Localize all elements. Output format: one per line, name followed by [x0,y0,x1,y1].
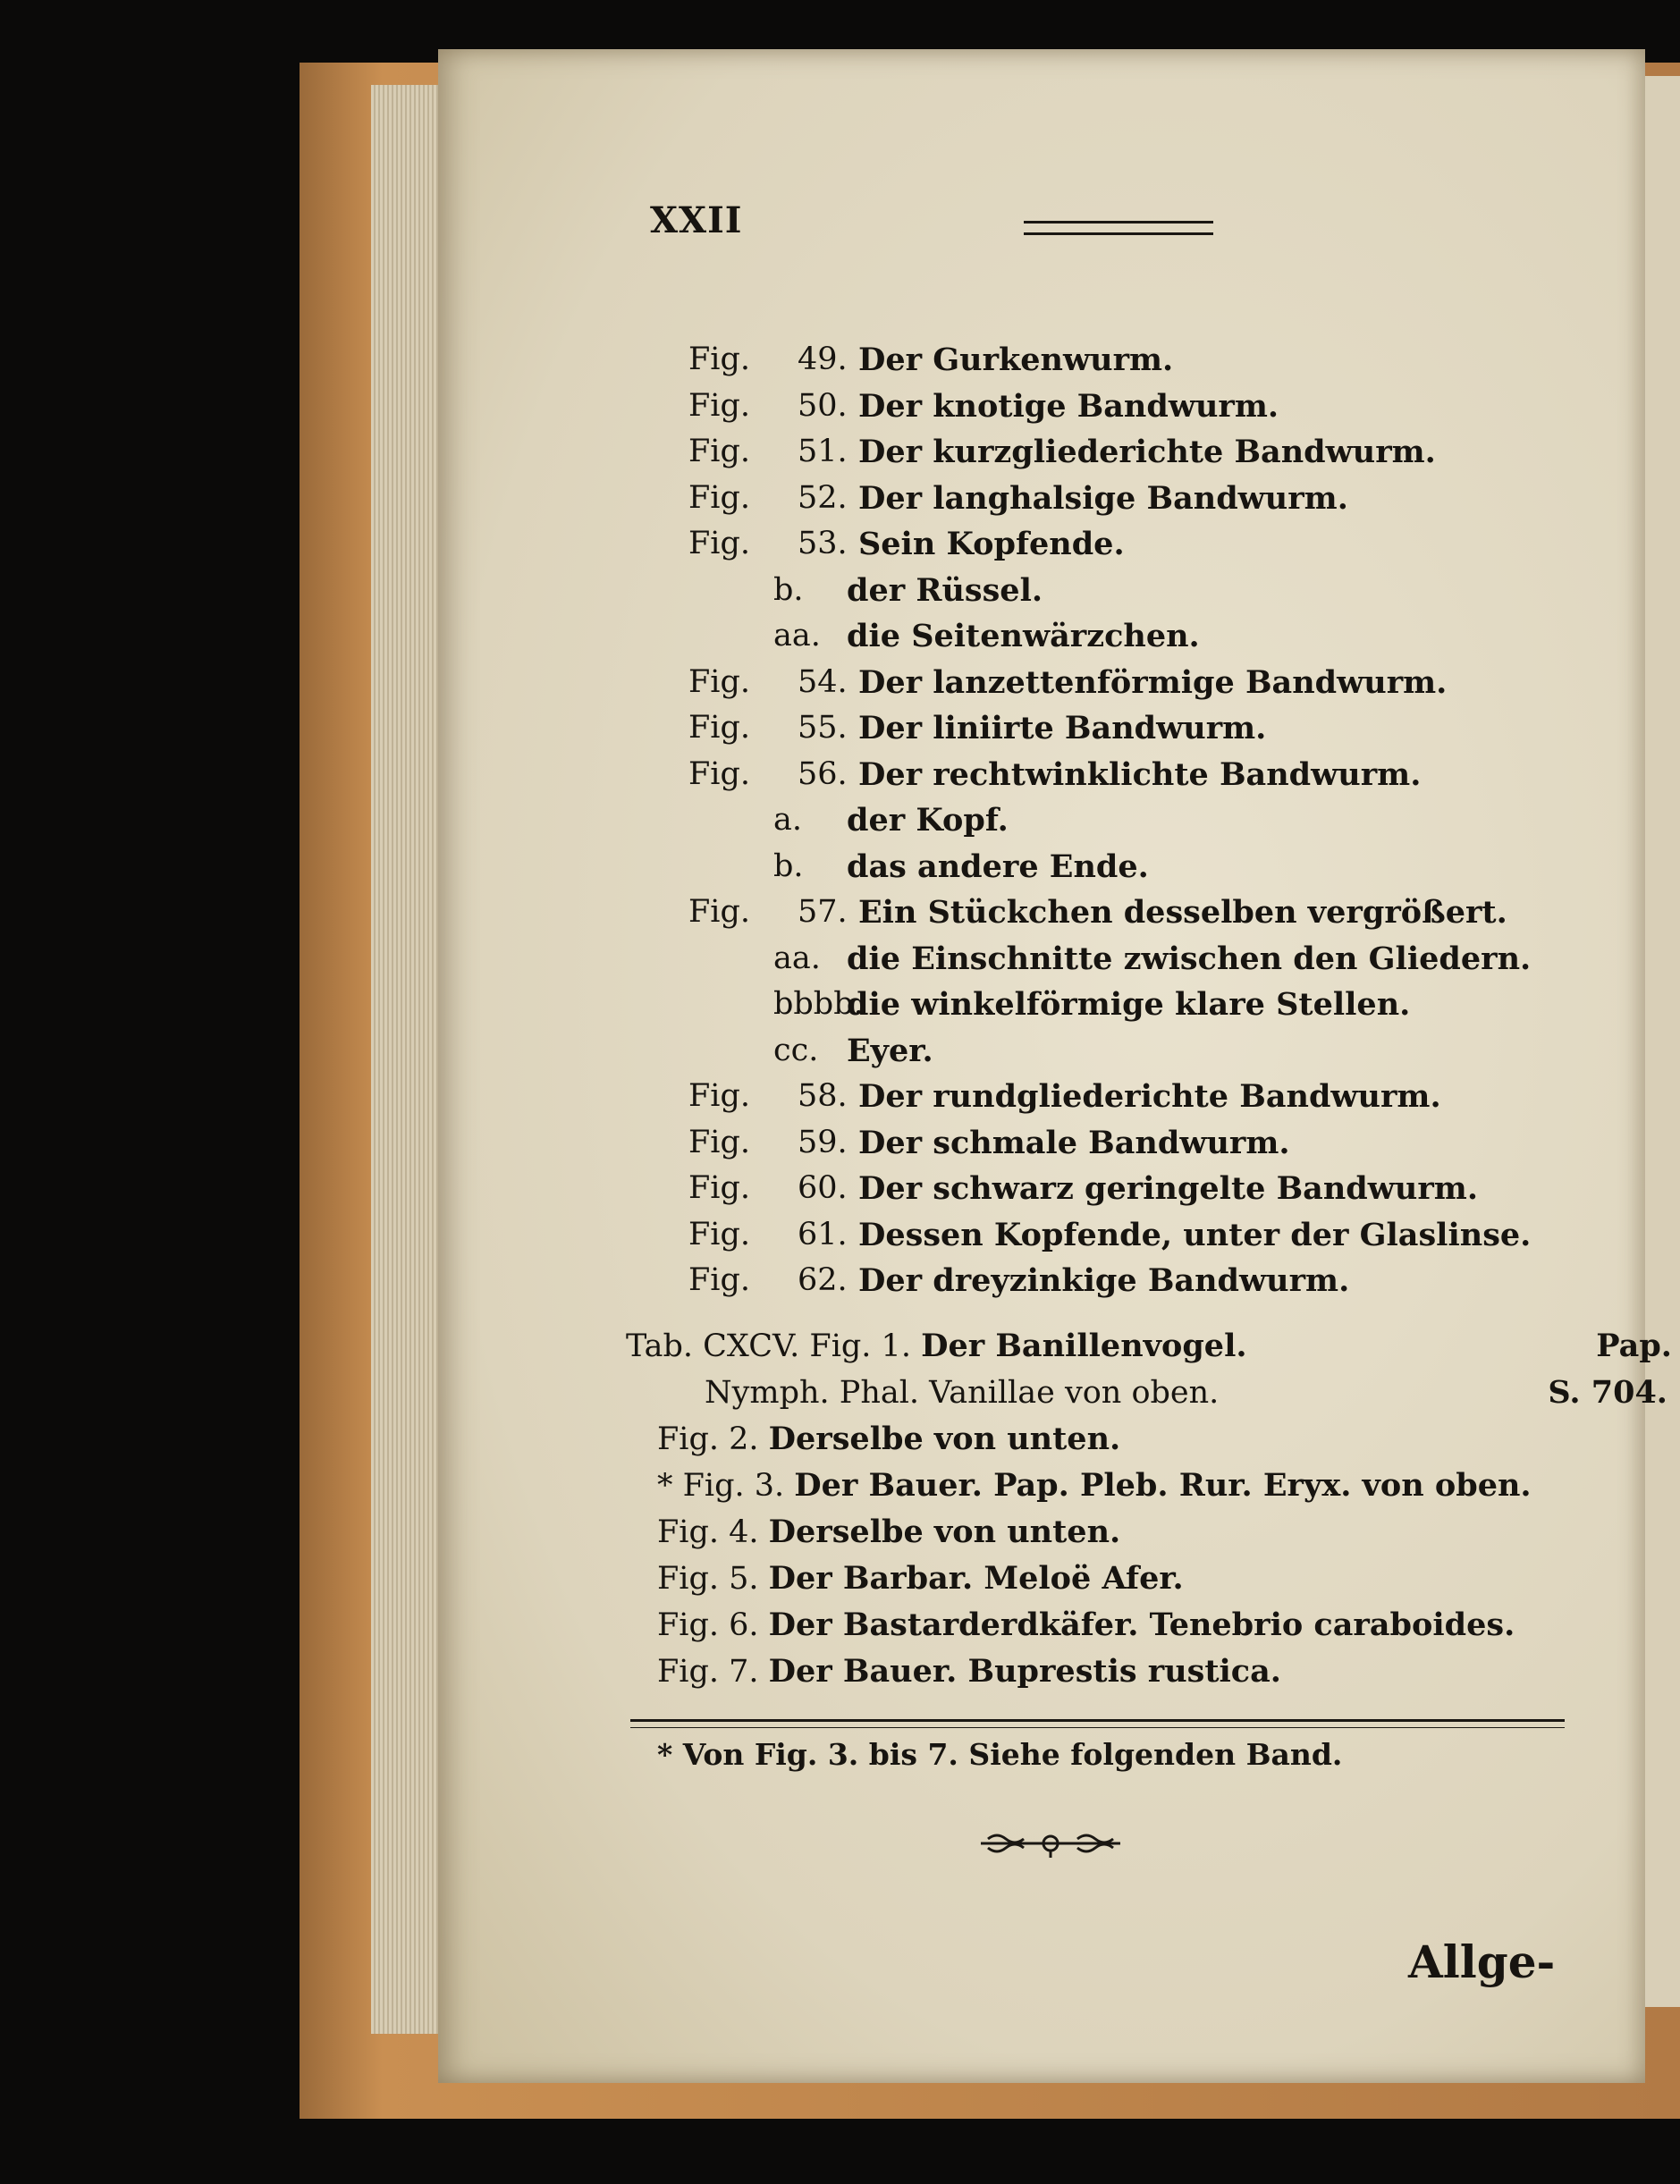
figure-number: 51. [798,434,848,469]
figure-label: Fig. [688,434,751,469]
figure-part-label: a. [773,802,802,838]
figure-part-caption: der Rüssel. [847,571,1043,609]
figure-part-label: b. [773,847,804,884]
figure-caption: Der schwarz geringelte Bandwurm. [858,1170,1479,1207]
figure-label: Fig. [688,1262,751,1298]
figure-part-caption: die winkelförmige klare Stellen. [847,986,1411,1023]
plate-figure-label: Fig. 6. [657,1607,759,1643]
plate-subheading-row [626,1370,1667,1416]
figure-number: 58. [798,1078,848,1114]
plate-figure-label: Fig. 4. [657,1514,759,1550]
plate-figure-row [626,1602,1609,1649]
book-page [438,49,1672,2083]
plate-figure-row [626,1556,1609,1602]
figure-caption: Der liniirte Bandwurm. [858,710,1267,746]
figure-number: 55. [798,710,848,746]
plate-entry [626,1323,1672,1695]
plate-figure-label: Fig. 7. [657,1654,759,1690]
figure-number: 60. [798,1170,848,1206]
figure-caption: Dessen Kopfende, unter der Glaslinse. [858,1216,1532,1253]
plate-heading-title: Der Banillenvogel. [921,1328,1247,1364]
figure-caption: Der schmale Bandwurm. [858,1124,1290,1161]
header-rule [1024,221,1213,235]
figure-caption: Der langhalsige Bandwurm. [858,479,1348,517]
figure-part-label: cc. [773,1032,819,1068]
figure-label: Fig. [688,755,751,792]
figure-label: Fig. [688,710,751,746]
figure-number: 53. [798,526,848,561]
figure-caption: Der Gurkenwurm. [858,342,1174,378]
figure-caption: Der kurzgliederichte Bandwurm. [858,434,1436,470]
ornament-icon [979,1828,1122,1859]
plate-figure-caption: Derselbe von unten. [768,1514,1121,1550]
figure-number: 50. [798,387,848,424]
plate-figure-caption: Derselbe von unten. [768,1421,1121,1457]
plate-page-ref: S. 704. [1548,1374,1667,1411]
plate-figure-label: Fig. 5. [657,1561,759,1597]
figure-label: Fig. [688,526,751,561]
plate-heading-row [626,1323,1672,1370]
plate-figure-caption: Der Bauer. Buprestis rustica. [768,1653,1281,1690]
figure-part-label: b. [773,571,804,608]
footnote-rule [630,1719,1565,1728]
plate-heading-genus: Pap. [1596,1328,1672,1364]
figure-part-caption: der Kopf. [847,802,1009,839]
figure-number: 54. [798,663,848,700]
figure-number: 61. [798,1216,848,1252]
figure-caption: Sein Kopfende. [858,526,1125,562]
plate-figure-caption: Der Bauer. Pap. Pleb. Rur. Eryx. von oben. [794,1467,1532,1504]
figure-label: Fig. [688,663,751,700]
figure-label: Fig. [688,1216,751,1252]
figure-number: 59. [798,1124,848,1160]
plate-figure-row [626,1509,1609,1556]
plate-figure-caption: Der Bastarderdkäfer. Tenebrio caraboides. [768,1606,1515,1643]
figure-label: Fig. [688,1170,751,1206]
figure-caption: Der knotige Bandwurm. [858,387,1279,425]
figure-caption: Der rechtwinklichte Bandwurm. [858,755,1422,793]
figure-part-caption: Eyer. [847,1032,933,1069]
figure-caption: Der dreyzinkige Bandwurm. [858,1262,1350,1299]
figure-caption: Der rundgliederichte Bandwurm. [858,1078,1441,1115]
plate-subheading: Nymph. Phal. Vanillae von oben. [705,1375,1220,1411]
plate-heading: Tab. CXCV. Fig. 1. [626,1328,911,1364]
figure-part-label: aa. [773,940,821,976]
figure-number: 52. [798,479,848,516]
figure-number: 57. [798,894,848,930]
page-folio: XXII [650,199,743,241]
plate-figure-caption: Der Barbar. Meloë Afer. [768,1560,1184,1597]
figure-label: Fig. [688,479,751,516]
figure-caption: Der lanzettenförmige Bandwurm. [858,663,1448,701]
plate-figure-row [626,1463,1609,1509]
figure-number: 49. [798,342,848,377]
figure-number: 62. [798,1262,848,1298]
figure-part-caption: die Seitenwärzchen. [847,618,1200,654]
figure-part-label: bbbb. [773,986,864,1022]
footnote: * Von Fig. 3. bis 7. Siehe folgenden Band. [657,1737,1343,1772]
catchword: Allge- [1408,1935,1556,1988]
figure-label: Fig. [688,894,751,930]
figure-caption: Ein Stückchen desselben vergrößert. [858,894,1507,931]
figure-part-caption: die Einschnitte zwischen den Gliedern. [847,940,1532,977]
plate-figure-label: Fig. 2. [657,1421,759,1457]
figure-part-label: aa. [773,618,821,654]
figure-label: Fig. [688,342,751,377]
figure-number: 56. [798,755,848,792]
figure-label: Fig. [688,1078,751,1114]
page-stack-edge [371,85,443,2034]
plate-figure-row [626,1649,1609,1695]
figure-part-caption: das andere Ende. [847,847,1149,885]
figure-label: Fig. [688,1124,751,1160]
figure-label: Fig. [688,387,751,424]
plate-figure-label: * Fig. 3. [657,1468,785,1504]
plate-figure-row [626,1416,1609,1463]
